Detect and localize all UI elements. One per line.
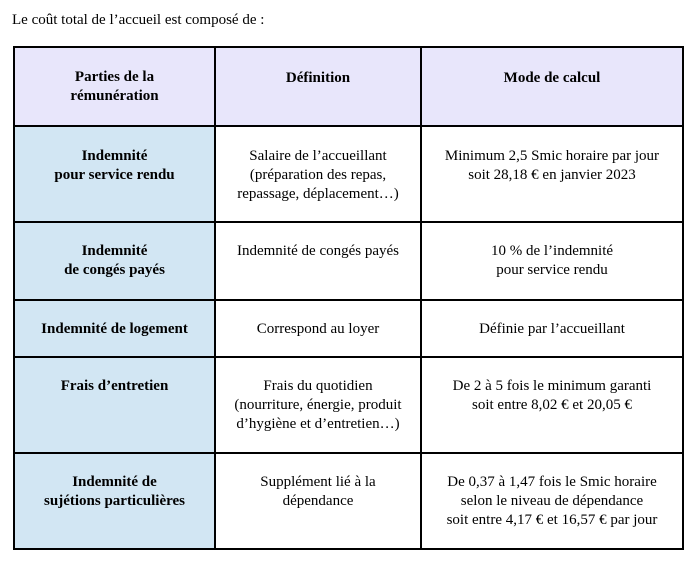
row-definition-cell xyxy=(215,126,421,222)
row-definition-text: Frais du quotidien (nourriture, énergie, produit d’hygiène et d’entretien…) xyxy=(234,378,402,432)
row-definition-text: Supplément lié à la dépendance xyxy=(260,474,376,509)
header-row xyxy=(14,47,683,126)
row-part-label: Indemnité de congés payés xyxy=(64,243,165,278)
header-calculation-label: Mode de calcul xyxy=(503,70,601,86)
row-part-cell xyxy=(14,222,215,300)
row-definition-text: Indemnité de congés payés xyxy=(236,243,400,259)
row-part-cell xyxy=(14,357,215,453)
header-calculation xyxy=(421,47,683,126)
row-calculation-cell xyxy=(421,300,683,357)
cost-table xyxy=(13,46,684,550)
table-row xyxy=(14,357,683,453)
row-part-label: Frais d’entretien xyxy=(60,378,169,394)
row-part-label: Indemnité de sujétions particulières xyxy=(44,474,185,509)
table-row xyxy=(14,300,683,357)
header-definition xyxy=(215,47,421,126)
row-definition-cell xyxy=(215,222,421,300)
header-definition-label: Définition xyxy=(285,70,351,86)
intro-text: Le coût total de l’accueil est composé de : xyxy=(12,12,265,28)
row-part-label: Indemnité pour service rendu xyxy=(54,148,175,183)
table-header xyxy=(14,47,683,126)
row-calculation-cell xyxy=(421,357,683,453)
table-row xyxy=(14,222,683,300)
row-calculation-cell xyxy=(421,126,683,222)
row-part-cell xyxy=(14,300,215,357)
row-calculation-text: Minimum 2,5 Smic horaire par jour soit 28,18 € en janvier 2023 xyxy=(444,148,660,183)
row-part-cell xyxy=(14,453,215,549)
row-calculation-text: 10 % de l’indemnité pour service rendu xyxy=(490,243,614,278)
header-part xyxy=(14,47,215,126)
table-row xyxy=(14,453,683,549)
header-part-label: Parties de la rémunération xyxy=(70,68,159,104)
row-calculation-text: De 2 à 5 fois le minimum garanti soit entre 8,02 € et 20,05 € xyxy=(452,378,652,413)
row-part-label: Indemnité de logement xyxy=(41,321,188,337)
row-calculation-cell xyxy=(421,222,683,300)
row-definition-cell xyxy=(215,357,421,453)
row-calculation-text: De 0,37 à 1,47 fois le Smic horaire selon le niveau de dépendance soit entre 4,17 € et 16,57 € par jour xyxy=(446,474,658,528)
row-definition-cell xyxy=(215,300,421,357)
row-definition-cell xyxy=(215,453,421,549)
row-definition-text: Correspond au loyer xyxy=(256,321,380,337)
table-row xyxy=(14,126,683,222)
row-definition-text: Salaire de l’accueillant (préparation des repas, repassage, déplacement…) xyxy=(237,148,399,202)
table-body xyxy=(14,126,683,549)
row-calculation-text: Définie par l’accueillant xyxy=(479,321,625,337)
row-part-cell xyxy=(14,126,215,222)
row-calculation-cell xyxy=(421,453,683,549)
